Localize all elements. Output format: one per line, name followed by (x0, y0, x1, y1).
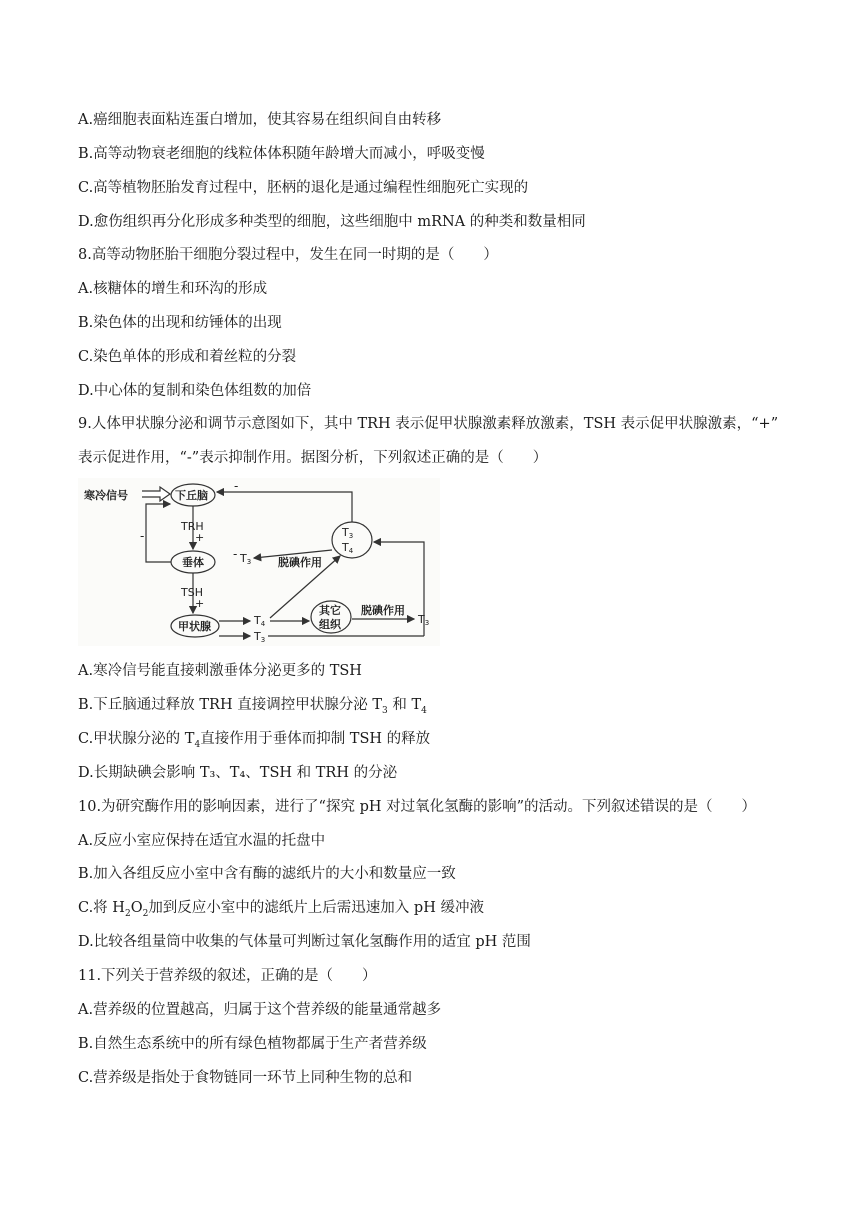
tsh-plus-sign: + (195, 597, 205, 610)
q10-option-d: D.比较各组量筒中收集的气体量可判断过氧化氢酶作用的适宜 pH 范围 (78, 934, 531, 950)
trh-label: TRH (181, 520, 204, 533)
thyroid-label: 甲状腺 (178, 620, 211, 633)
q7-option-b: B.高等动物衰老细胞的线粒体体积随年龄增大而减小，呼吸变慢 (78, 146, 485, 162)
hypothalamus-label: 下丘脑 (175, 489, 208, 502)
q11-option-a: A.营养级的位置越高，归属于这个营养级的能量通常越多 (78, 1002, 442, 1018)
pituitary-t3-label: T3 (240, 552, 252, 566)
thyroid-t3-label: T3 (254, 630, 266, 644)
q8-stem: 8.高等动物胚胎干细胞分裂过程中，发生在同一时期的是（ ） (78, 247, 498, 263)
q7-option-a: A.癌细胞表面粘连蛋白增加，使其容易在组织间自由转移 (78, 112, 442, 128)
q11-option-b: B.自然生态系统中的所有绿色植物都属于生产者营养级 (78, 1036, 427, 1052)
q9-stem-line1: 9.人体甲状腺分泌和调节示意图如下，其中 TRH 表示促甲状腺激素释放激素，TSH 表示促甲状腺激素，“+” (78, 416, 779, 432)
thyroid-t4-label: T4 (254, 614, 266, 628)
q8-option-d: D.中心体的复制和染色体组数的加倍 (78, 383, 312, 399)
q9-option-c: C.甲状腺分泌的 $T_4$直接作用于垂体而抑制 TSH 的释放 (78, 731, 431, 750)
trh-plus-sign: + (195, 531, 205, 544)
top-minus-sign: - (234, 479, 239, 493)
q9-option-b: B.下丘脑通过释放 TRH 直接调控甲状腺分泌 $T_3$ 和 $T_4$ (78, 697, 427, 716)
q7-option-d: D.愈伤组织再分化形成多种类型的细胞，这些细胞中 mRNA 的种类和数量相同 (78, 214, 586, 230)
deiodination-label-1: 脱碘作用 (278, 556, 322, 569)
pituitary-label: 垂体 (182, 556, 204, 569)
other-tissue-label-2: 组织 (319, 618, 341, 631)
thyroid-regulation-diagram (78, 478, 440, 646)
q10-option-c: C.将 $H_2O_2$加到反应小室中的滤纸片上后需迅速加入 pH 缓冲液 (78, 900, 484, 919)
right-t3-label: T3 (418, 613, 430, 627)
pituitary-minus-sign: - (233, 547, 238, 561)
tsh-label: TSH (181, 586, 203, 599)
q9-option-a: A.寒冷信号能直接刺激垂体分泌更多的 TSH (78, 663, 362, 679)
q9-option-d: D.长期缺碘会影响 T₃、T₄、TSH 和 TRH 的分泌 (78, 765, 398, 781)
q8-option-a: A.核糖体的增生和环沟的形成 (78, 281, 268, 297)
q11-stem: 11.下列关于营养级的叙述，正确的是（ ） (78, 968, 377, 984)
deiodination-label-2: 脱碘作用 (361, 604, 405, 617)
other-tissue-label-1: 其它 (319, 604, 341, 617)
t3-node-label: T3 (342, 526, 354, 540)
q8-option-c: C.染色单体的形成和着丝粒的分裂 (78, 349, 297, 365)
q10-option-b: B.加入各组反应小室中含有酶的滤纸片的大小和数量应一致 (78, 866, 456, 882)
cold-signal-label: 寒冷信号 (84, 489, 128, 502)
q10-stem: 10.为研究酶作用的影响因素，进行了“探究 pH 对过氧化氢酶的影响”的活动。下列叙述错误的是（ ） (78, 799, 757, 815)
q10-option-a: A.反应小室应保持在适宜水温的托盘中 (78, 833, 326, 849)
left-minus-sign: - (140, 529, 145, 543)
t4-node-label: T4 (342, 541, 354, 555)
q11-option-c: C.营养级是指处于食物链同一环节上同种生物的总和 (78, 1070, 413, 1086)
q7-option-c: C.高等植物胚胎发育过程中，胚柄的退化是通过编程性细胞死亡实现的 (78, 180, 529, 196)
q9-stem-line2: 表示促进作用，“-”表示抑制作用。据图分析，下列叙述正确的是（ ） (78, 450, 548, 466)
q8-option-b: B.染色体的出现和纺锤体的出现 (78, 315, 282, 331)
